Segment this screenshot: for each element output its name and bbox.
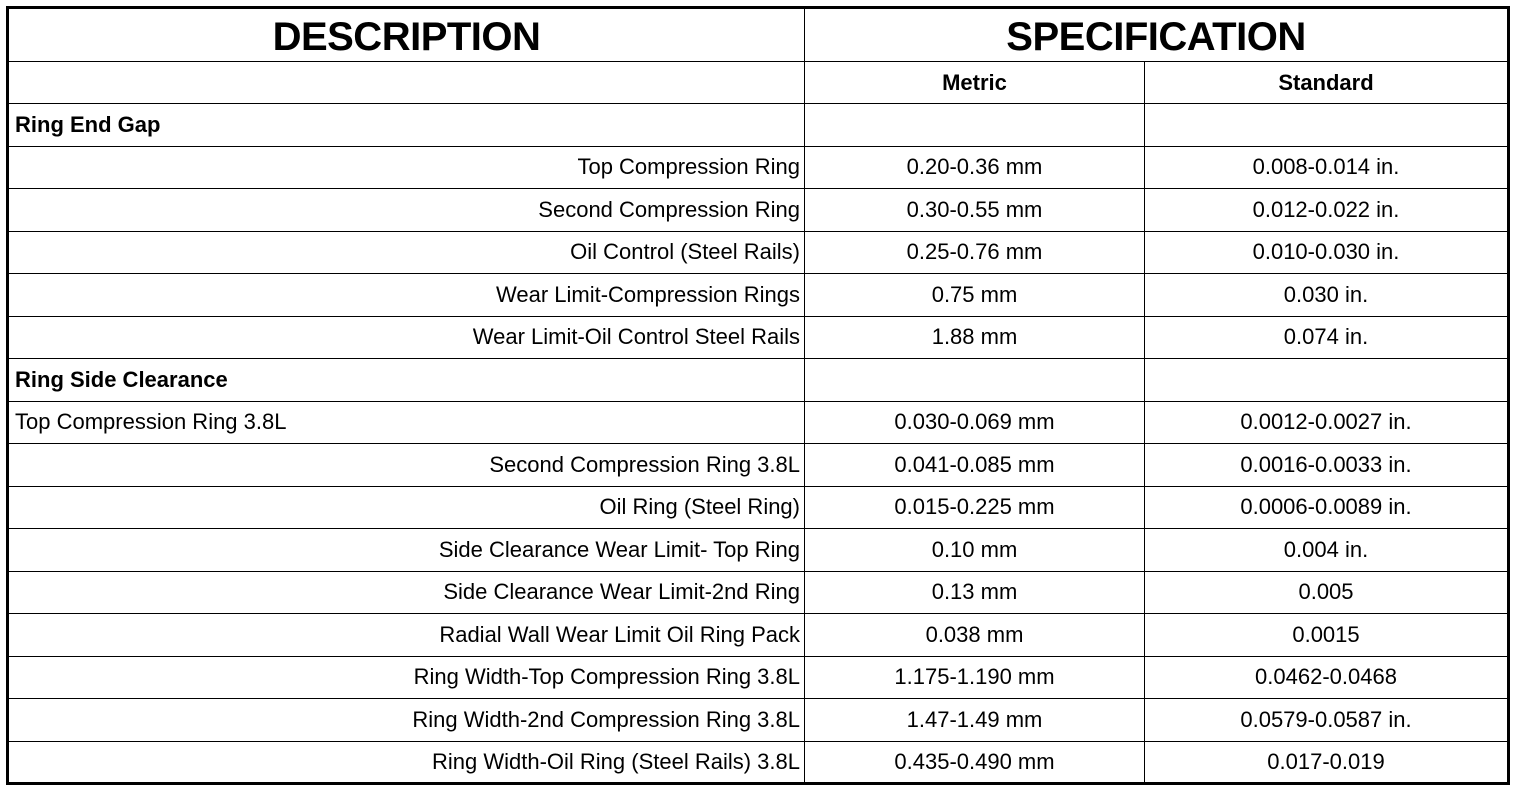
- metric-cell: 0.038 mm: [805, 614, 1145, 657]
- section-label: Ring End Gap: [8, 104, 805, 147]
- standard-header: Standard: [1145, 62, 1509, 104]
- metric-cell: 0.030-0.069 mm: [805, 401, 1145, 444]
- description-cell: Top Compression Ring 3.8L: [8, 401, 805, 444]
- table-row: [8, 444, 1509, 487]
- section-metric-blank: [805, 359, 1145, 402]
- standard-cell: 0.0012-0.0027 in.: [1145, 401, 1509, 444]
- metric-cell: 0.10 mm: [805, 529, 1145, 572]
- description-cell: Ring Width-Top Compression Ring 3.8L: [8, 656, 805, 699]
- description-cell: Ring Width-2nd Compression Ring 3.8L: [8, 699, 805, 742]
- table-row: [8, 231, 1509, 274]
- section-metric-blank: [805, 104, 1145, 147]
- table-row: [8, 316, 1509, 359]
- table-row: [8, 656, 1509, 699]
- metric-cell: 0.75 mm: [805, 274, 1145, 317]
- description-cell: Ring Width-Oil Ring (Steel Rails) 3.8L: [8, 741, 805, 784]
- description-cell: Radial Wall Wear Limit Oil Ring Pack: [8, 614, 805, 657]
- description-cell: Side Clearance Wear Limit-2nd Ring: [8, 571, 805, 614]
- standard-cell: 0.0006-0.0089 in.: [1145, 486, 1509, 529]
- description-cell: Oil Control (Steel Rails): [8, 231, 805, 274]
- metric-cell: 0.25-0.76 mm: [805, 231, 1145, 274]
- specification-header: SPECIFICATION: [805, 8, 1509, 62]
- description-cell: Second Compression Ring: [8, 189, 805, 232]
- table-row: [8, 146, 1509, 189]
- description-cell: Side Clearance Wear Limit- Top Ring: [8, 529, 805, 572]
- metric-cell: 0.041-0.085 mm: [805, 444, 1145, 487]
- metric-header: Metric: [805, 62, 1145, 104]
- standard-cell: 0.0462-0.0468: [1145, 656, 1509, 699]
- specification-table: [6, 6, 1510, 785]
- description-cell: Wear Limit-Compression Rings: [8, 274, 805, 317]
- standard-cell: 0.017-0.019: [1145, 741, 1509, 784]
- standard-cell: 0.0016-0.0033 in.: [1145, 444, 1509, 487]
- description-header: DESCRIPTION: [8, 8, 805, 62]
- metric-cell: 0.015-0.225 mm: [805, 486, 1145, 529]
- standard-cell: 0.0015: [1145, 614, 1509, 657]
- table-body: [8, 8, 1509, 784]
- table-row: [8, 274, 1509, 317]
- table-row: [8, 614, 1509, 657]
- table-row: [8, 486, 1509, 529]
- table-row: [8, 529, 1509, 572]
- table-row: [8, 189, 1509, 232]
- metric-cell: 1.175-1.190 mm: [805, 656, 1145, 699]
- standard-cell: 0.005: [1145, 571, 1509, 614]
- standard-cell: 0.0579-0.0587 in.: [1145, 699, 1509, 742]
- description-cell: Oil Ring (Steel Ring): [8, 486, 805, 529]
- metric-cell: 1.47-1.49 mm: [805, 699, 1145, 742]
- table-row: [8, 741, 1509, 784]
- standard-cell: 0.008-0.014 in.: [1145, 146, 1509, 189]
- section-standard-blank: [1145, 359, 1509, 402]
- section-row: [8, 104, 1509, 147]
- header-row: [8, 8, 1509, 62]
- standard-cell: 0.004 in.: [1145, 529, 1509, 572]
- section-row: [8, 359, 1509, 402]
- metric-cell: 0.13 mm: [805, 571, 1145, 614]
- units-row-blank: [8, 62, 805, 104]
- standard-cell: 0.030 in.: [1145, 274, 1509, 317]
- standard-cell: 0.074 in.: [1145, 316, 1509, 359]
- standard-cell: 0.012-0.022 in.: [1145, 189, 1509, 232]
- description-cell: Second Compression Ring 3.8L: [8, 444, 805, 487]
- metric-cell: 0.30-0.55 mm: [805, 189, 1145, 232]
- table-row: [8, 571, 1509, 614]
- metric-cell: 0.435-0.490 mm: [805, 741, 1145, 784]
- description-cell: Wear Limit-Oil Control Steel Rails: [8, 316, 805, 359]
- standard-cell: 0.010-0.030 in.: [1145, 231, 1509, 274]
- section-standard-blank: [1145, 104, 1509, 147]
- metric-cell: 1.88 mm: [805, 316, 1145, 359]
- table-row: [8, 699, 1509, 742]
- units-row: [8, 62, 1509, 104]
- metric-cell: 0.20-0.36 mm: [805, 146, 1145, 189]
- table-row: [8, 401, 1509, 444]
- section-label: Ring Side Clearance: [8, 359, 805, 402]
- description-cell: Top Compression Ring: [8, 146, 805, 189]
